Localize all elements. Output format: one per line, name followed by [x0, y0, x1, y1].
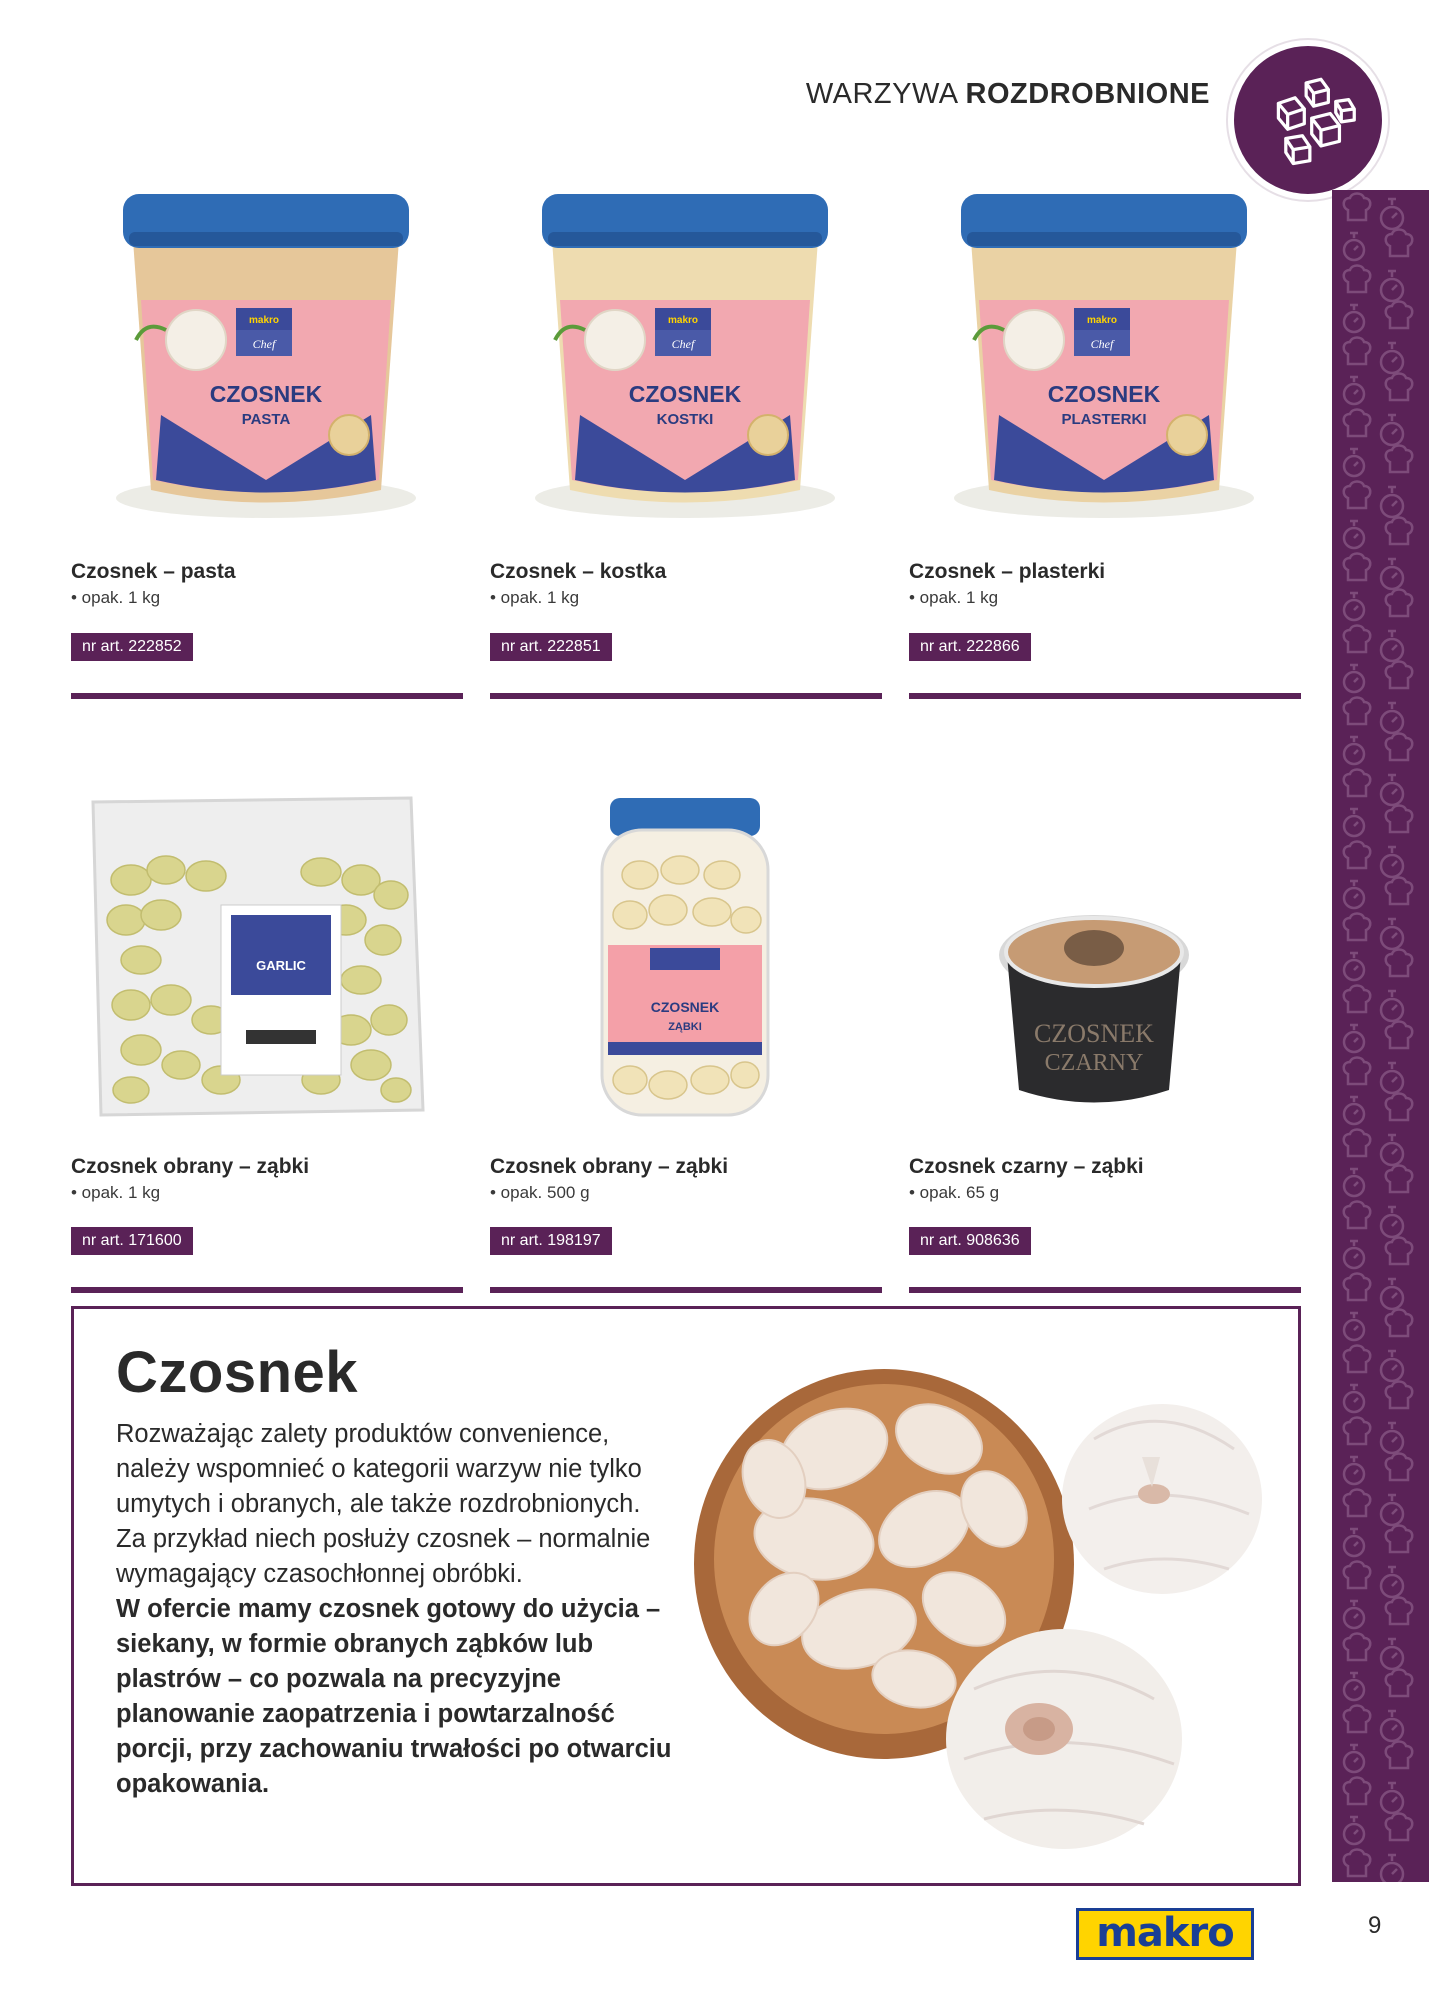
divider — [71, 1287, 463, 1293]
article-number-badge: nr art. 908636 — [909, 1227, 1031, 1255]
garlic-bowl-photo — [694, 1329, 1284, 1874]
product-image — [490, 180, 882, 530]
svg-text:GARLIC: GARLIC — [256, 958, 306, 973]
product-card — [490, 780, 882, 1300]
article-number-badge: nr art. 222851 — [490, 633, 612, 661]
info-box — [71, 1306, 1301, 1886]
product-name: Czosnek – plasterki — [909, 560, 1106, 583]
svg-text:CZOSNEK: CZOSNEK — [650, 999, 720, 1015]
product-pack-size: • opak. 1 kg — [909, 588, 999, 607]
makro-logo — [1076, 1908, 1254, 1960]
divider — [490, 693, 882, 699]
svg-text:makro: makro — [667, 315, 699, 326]
product-card — [71, 780, 463, 1300]
page-number: 9 — [1368, 1912, 1382, 1939]
garlic-bag-image — [71, 780, 463, 1120]
product-pack-size: • opak. 500 g — [490, 1183, 590, 1202]
svg-text:CZARNY: CZARNY — [1044, 1050, 1144, 1076]
info-title: Czosnek — [116, 1340, 359, 1405]
svg-text:PLASTERKI: PLASTERKI — [1061, 411, 1147, 428]
product-pack-size: • opak. 1 kg — [71, 588, 161, 607]
product-image — [71, 180, 463, 530]
product-name: Czosnek – kostka — [490, 560, 667, 583]
product-card — [71, 180, 463, 700]
product-pack-size: • opak. 1 kg — [71, 1183, 161, 1202]
svg-text:Chef: Chef — [1090, 337, 1114, 351]
product-pack-size: • opak. 1 kg — [490, 588, 580, 607]
garlic-tub-image — [909, 180, 1301, 530]
divider — [71, 693, 463, 699]
product-card — [490, 180, 882, 700]
product-name: Czosnek obrany – ząbki — [71, 1155, 310, 1178]
product-card — [909, 780, 1301, 1300]
svg-text:CZOSNEK: CZOSNEK — [1034, 1019, 1154, 1048]
svg-text:makro: makro — [248, 315, 280, 326]
article-number-badge: nr art. 198197 — [490, 1227, 612, 1255]
svg-text:Chef: Chef — [252, 337, 276, 351]
divider — [909, 693, 1301, 699]
svg-text:PASTA: PASTA — [241, 411, 291, 428]
product-image — [909, 180, 1301, 530]
section-title-light: WARZYWA — [805, 78, 966, 110]
makro-logo-text: makro — [1096, 1910, 1234, 1956]
svg-text:CZOSNEK: CZOSNEK — [1047, 381, 1161, 407]
article-number-badge: nr art. 222866 — [909, 633, 1031, 661]
garlic-jar-image — [490, 780, 882, 1120]
garlic-tub-image — [71, 180, 463, 530]
svg-text:makro: makro — [1086, 315, 1118, 326]
divider — [490, 1287, 882, 1293]
divider — [909, 1287, 1301, 1293]
info-text-bold: W ofercie mamy czosnek gotowy do użycia – siekany, w formie obranych ząbków lub plastrów – co pozwala na precyzyjne planowanie zaopatrzenia i powtarzalność porcji, przy zachowaniu trwałości po otwarciu opakowania. — [116, 1595, 672, 1798]
svg-text:CZOSNEK: CZOSNEK — [628, 381, 742, 407]
product-image — [490, 780, 882, 1120]
garlic-tub-image — [490, 180, 882, 530]
product-pack-size: • opak. 65 g — [909, 1183, 1000, 1202]
dice-cubes-icon — [1228, 40, 1388, 200]
info-text-regular: Rozważając zalety produktów convenience, należy wspomnieć o kategorii warzyw nie tylko umytych i obranych, ale także rozdrobnionych. Za przykład niech posłuży czosnek – normalnie wymagający czasochłonnej obróbki. — [116, 1420, 651, 1588]
product-name: Czosnek obrany – ząbki — [490, 1155, 729, 1178]
section-title — [760, 78, 1210, 111]
section-title-bold: ROZDROBNIONE — [965, 78, 1210, 110]
article-number-badge: nr art. 171600 — [71, 1227, 193, 1255]
black-garlic-cup-image — [909, 780, 1301, 1120]
article-number-badge: nr art. 222852 — [71, 633, 193, 661]
svg-text:CZOSNEK: CZOSNEK — [209, 381, 323, 407]
product-image — [909, 780, 1301, 1120]
product-name: Czosnek – pasta — [71, 560, 236, 583]
info-text — [116, 1417, 676, 1802]
svg-text:ZĄBKI: ZĄBKI — [668, 1021, 702, 1033]
decorative-pattern-strip — [1332, 190, 1429, 1882]
svg-text:KOSTKI: KOSTKI — [656, 411, 714, 428]
product-name: Czosnek czarny – ząbki — [909, 1155, 1144, 1178]
product-card — [909, 180, 1301, 700]
svg-text:Chef: Chef — [671, 337, 695, 351]
product-image — [71, 780, 463, 1120]
